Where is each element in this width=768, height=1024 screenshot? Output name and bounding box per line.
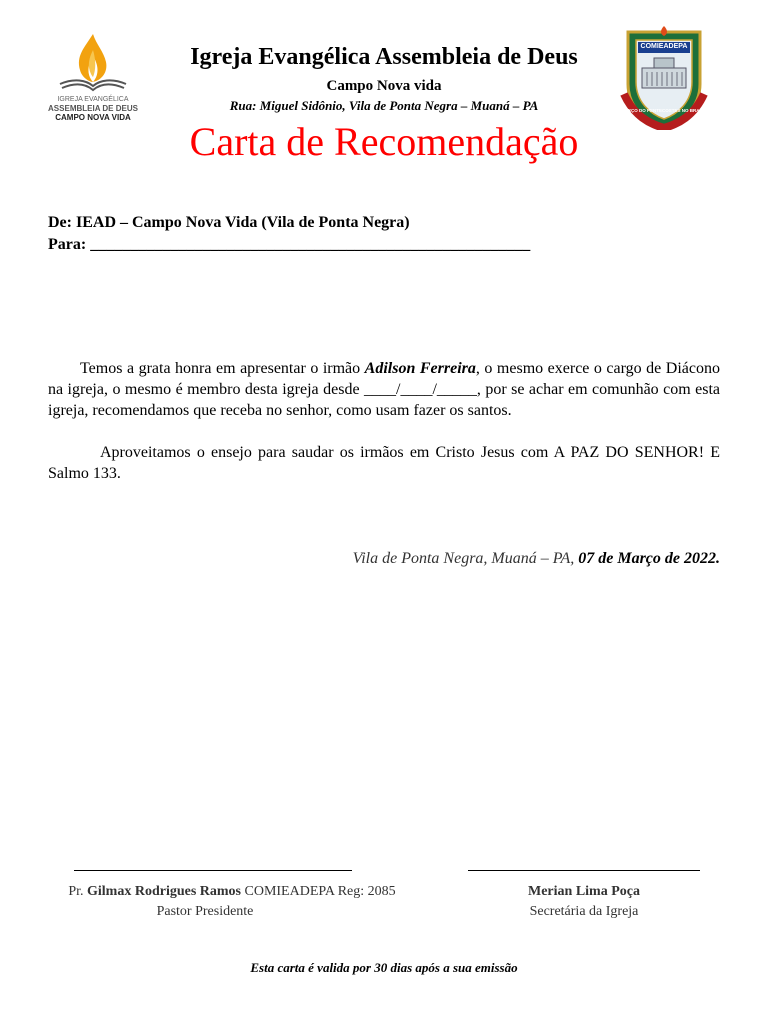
to-label: Para:	[48, 236, 87, 253]
logo-text-1: IGREJA EVANGÉLICA	[57, 96, 129, 103]
document-title: Carta de Recomendação	[189, 119, 579, 164]
church-name: Igreja Evangélica Assembleia de Deus	[190, 44, 578, 70]
campo-name: Campo Nova vida	[326, 78, 442, 94]
from-value: IEAD – Campo Nova Vida (Vila de Ponta Negra)	[75, 214, 410, 231]
seal-ribbon: BERÇO DO PENTECOSTES NO BRASIL	[621, 108, 707, 113]
date-value: 07 de Março de 2022.	[578, 550, 720, 567]
logo-text-2: ASSEMBLEIA DE DEUS	[48, 104, 138, 113]
pastor-reg: COMIEADEPA Reg: 2085	[241, 884, 396, 899]
date-line	[353, 550, 720, 568]
logo-text-3: CAMPO NOVA VIDA	[55, 113, 131, 122]
p1-after: , o mesmo exerce o cargo de Diácono na igreja, o mesmo é membro desta igreja desde ____/____/_____, por se achar em comunhão com esta igreja, recomendamos que receba no senhor, como usam fazer os santos.	[48, 360, 721, 419]
p1-before: Temos a grata honra em apresentar o irmão	[80, 360, 365, 377]
secretary-name: Merian Lima Poça	[528, 884, 640, 899]
pastor-name: Gilmax Rodrigues Ramos	[87, 884, 241, 899]
seal-icon	[614, 24, 714, 130]
pastor-signature-line	[74, 870, 352, 871]
member-name: Adilson Ferreira	[364, 360, 476, 377]
seal-banner: COMIEADEPA	[640, 43, 688, 50]
validity-note: Esta carta é valida por 30 dias após a sua emissão	[250, 960, 518, 975]
body-paragraph-1	[48, 358, 720, 421]
to-blank: _______________________________________________________	[90, 236, 531, 253]
pastor-role: Pastor Presidente	[156, 904, 254, 919]
pastor-prefix: Pr.	[68, 884, 87, 899]
from-line	[48, 214, 410, 232]
date-place: Vila de Ponta Negra, Muaná – PA,	[352, 550, 579, 567]
church-address: Rua: Miguel Sidônio, Vila de Ponta Negra – Muaná – PA	[229, 98, 539, 113]
secretary-signature-line	[468, 870, 700, 871]
comieadepa-seal	[614, 24, 714, 130]
body-paragraph-2: Aproveitamos o ensejo para saudar os irmãos em Cristo Jesus com A PAZ DO SENHOR! E Salmo 133.	[48, 444, 720, 482]
secretary-role: Secretária da Igreja	[529, 904, 639, 919]
to-line	[48, 236, 530, 254]
from-label: De:	[48, 214, 72, 231]
pastor-name-line	[0, 884, 464, 900]
